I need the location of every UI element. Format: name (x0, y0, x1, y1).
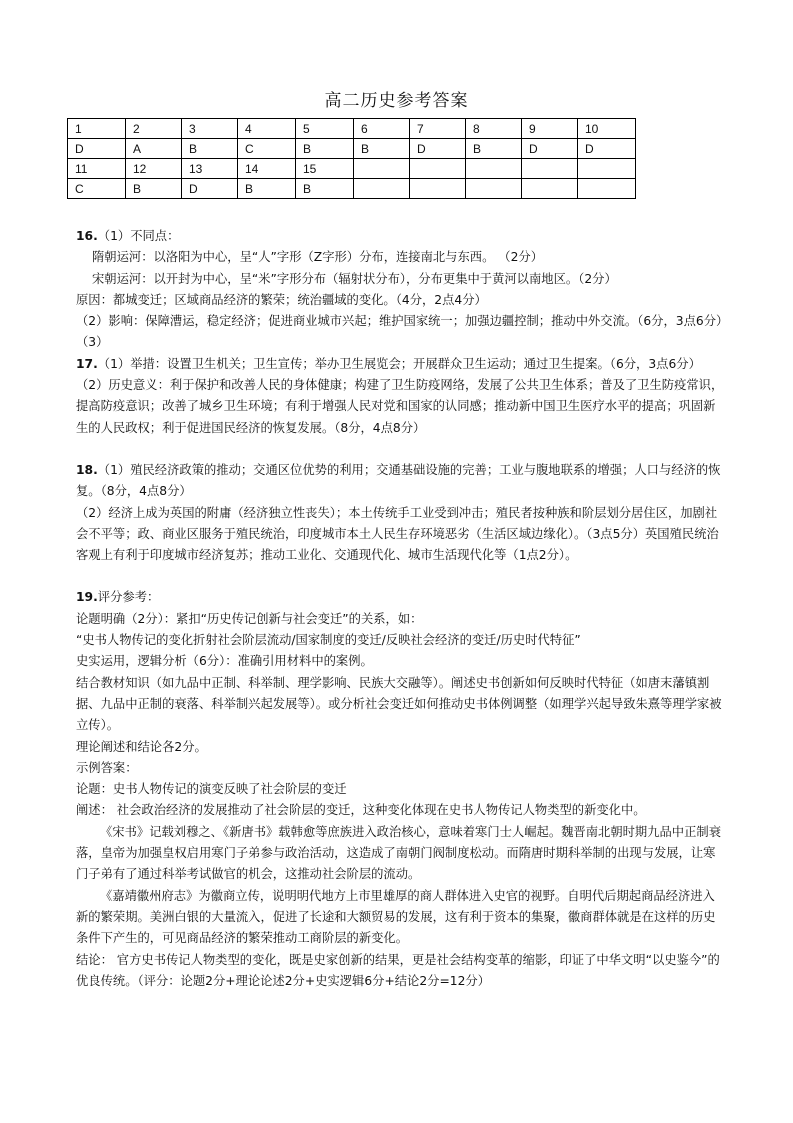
q19-line-1: 论题明确（2分）：紧扣“历史传记创新与社会变迁”的关系，如： (76, 611, 423, 626)
table-cell: 15 (296, 159, 354, 179)
table-cell: B (296, 139, 354, 159)
table-cell: 13 (182, 159, 238, 179)
answer-body (76, 226, 729, 992)
q19-line-7: 论题：史书人物传记的演变反映了社会阶层的变迁 (76, 782, 347, 797)
q19-line-9: 《宋书》记载刘穆之、《新唐书》载韩愈等庶族进入政治核心，意味着寒门士人崛起。魏晋南北朝时期九品中正制衰落，皇帝为加强皇权启用寒门子弟参与政治活动，这造成了南朝门阀制度松动。而隋唐时期科举制的出现与发展，让寒门子弟有了通过科举考试做官的机会，这推动社会阶层的流动。 (76, 824, 721, 882)
q18-line-1: 18.（1）殖民经济政策的推动；交通区位优势的利用；交通基础设施的完善；工业与腹地联系的增强；人口与经济的恢复。（8分，4点8分） (76, 462, 721, 499)
table-cell (410, 179, 466, 199)
q19-line-3: 史实运用，逻辑分析（6分）：准确引用材料中的案例。 (76, 654, 373, 669)
table-cell: 8 (466, 119, 522, 139)
page-title: 高二历史参考答案 (324, 91, 469, 111)
table-cell: 12 (126, 159, 182, 179)
table-cell (578, 159, 636, 179)
table-cell (466, 179, 522, 199)
q16-line-6: （3） (76, 335, 109, 350)
table-row (68, 179, 636, 199)
table-cell: D (182, 179, 238, 199)
q19-line-2: “史书人物传记的变化折射社会阶层流动/国家制度的变迁/反映社会经济的变迁/历史时代特征” (76, 633, 581, 648)
table-cell: B (354, 139, 410, 159)
table-cell: 10 (578, 119, 636, 139)
table-cell (522, 159, 578, 179)
q16-line-5: （2）影响：保障漕运，稳定经济；促进商业城市兴起；维护国家统一；加强边疆控制；推动中外交流。（6分，3点6分） (76, 314, 729, 329)
q19-line-5: 理论阐述和结论各2分。 (76, 739, 207, 754)
table-cell: 9 (522, 119, 578, 139)
table-cell (578, 179, 636, 199)
q19-line-11: 结论： 官方史书传记人物类型的变化，既是史家创新的结果，更是社会结构变革的缩影，印证了中华文明“以史鉴今”的优良传统。（评分：论题2分+理论论述2分+史实逻辑6分+结论2分=12分） (76, 952, 720, 988)
q19-line-10: 《嘉靖徽州府志》为徽商立传，说明明代地方上市里雄厚的商人群体进入史官的视野。自明代后期起商品经济进入新的繁荣期。美洲白银的大量流入，促进了长途和大额贸易的发展，这有利于资本的集聚，徽商群体就是在这样的历史条件下产生的，可见商品经济的繁荣推动工商阶层的新变化。 (76, 888, 716, 946)
table-cell: 3 (182, 119, 238, 139)
q16-line-4: 原因：都城变迁；区域商品经济的繁荣；统治疆域的变化。（4分，2点4分） (76, 292, 487, 307)
q17-number: 17. (76, 356, 98, 371)
table-cell: 1 (68, 119, 126, 139)
table-cell: 14 (238, 159, 296, 179)
table-cell (466, 159, 522, 179)
table-cell: A (126, 139, 182, 159)
q19-heading: 19.评分参考： (76, 590, 160, 605)
q17-line-2: （2）历史意义：利于保护和改善人民的身体健康；构建了卫生防疫网络，发展了公共卫生体系；普及了卫生防疫常识，提高防疫意识；改善了城乡卫生环境；有利于增强人民对党和国家的认同感；推动新中国卫生医疗水平的提高；巩固新生的人民政权；利于促进国民经济的恢复发展。（8分，4点8分） (76, 378, 724, 435)
answer-table (67, 118, 636, 199)
table-cell: 5 (296, 119, 354, 139)
table-cell: B (182, 139, 238, 159)
table-cell: 6 (354, 119, 410, 139)
q19-number: 19. (76, 590, 98, 605)
table-cell: B (466, 139, 522, 159)
table-cell: 4 (238, 119, 296, 139)
table-cell: D (68, 139, 126, 159)
table-cell (354, 159, 410, 179)
q16-number: 16. (76, 229, 98, 243)
table-cell: B (296, 179, 354, 199)
q19-line-8: 阐述： 社会政治经济的发展推动了社会阶层的变迁，这种变化体现在史书人物传记人物类型的新变化中。 (76, 803, 646, 818)
q18-line-2: （2）经济上成为英国的附庸（经济独立性丧失）；本土传统手工业受到冲击；殖民者按种族和阶层划分居住区，加剧社会不平等；政、商业区服务于殖民统治，印度城市本土人民生存环境恶劣（生活区域边缘化）。（3点5分）英国殖民统治客观上有利于印度城市经济复苏；推动工业化、交通现代化、城市生活现代化等（1点2分）。 (76, 505, 719, 563)
table-row (68, 159, 636, 179)
table-cell: 11 (68, 159, 126, 179)
q16-line-1: 16.（1）不同点： (76, 229, 180, 243)
q17-line-1: 17.（1）举措：设置卫生机关；卫生宣传；举办卫生展览会；开展群众卫生运动；通过卫生提案。（6分，3点6分） (76, 356, 701, 371)
q19-line-4: 结合教材知识（如九品中正制、科举制、理学影响、民族大交融等）。阐述史书创新如何反映时代特征（如唐末藩镇割据、九品中正制的衰落、科举制兴起发展等）。或分析社会变迁如何推动史书体例调整（如理学兴起导致朱熹等理学家被立传）。 (76, 675, 722, 733)
table-cell: D (522, 139, 578, 159)
table-cell: D (578, 139, 636, 159)
table-cell: C (68, 179, 126, 199)
table-row (68, 119, 636, 139)
table-cell: 7 (410, 119, 466, 139)
table-cell: B (126, 179, 182, 199)
table-row (68, 139, 636, 159)
table-cell: D (410, 139, 466, 159)
q18-number: 18. (76, 462, 98, 477)
q19-line-6: 示例答案： (76, 760, 138, 775)
table-cell (354, 179, 410, 199)
table-cell (522, 179, 578, 199)
table-cell: 2 (126, 119, 182, 139)
table-cell: B (238, 179, 296, 199)
table-cell (410, 159, 466, 179)
table-cell: C (238, 139, 296, 159)
q16-line-3: 宋朝运河：以开封为中心，呈“米”字形分布（辐射状分布），分布更集中于黄河以南地区。（2分） (92, 271, 617, 286)
q16-line-2: 隋朝运河：以洛阳为中心，呈“人”字形（Z字形）分布，连接南北与东西。 （2分） (92, 250, 543, 265)
